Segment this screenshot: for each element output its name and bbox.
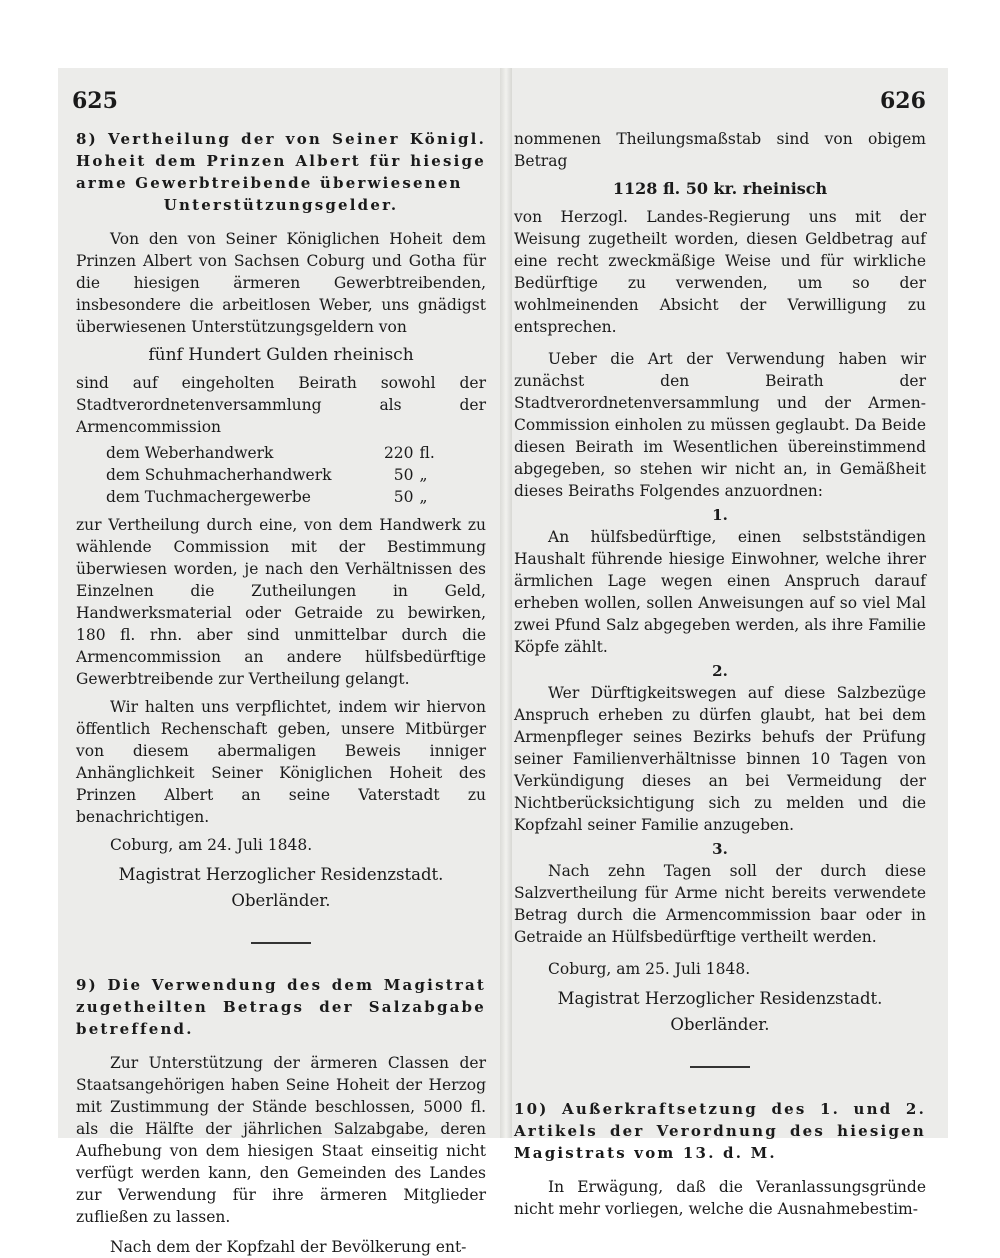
section-9-signer: Oberländer. xyxy=(670,1015,770,1034)
list-item-unit: fl. xyxy=(419,444,435,462)
section-9-paragraph-4: Ueber die Art der Verwendung haben wir zunächst den Beirath der Stadtverordnetenversammlung und der Armen-Commission einholen zu müssen geglaubt. Da Beide diesen Beirath im Wesentlichen übereinstimmend abgegeben, so stehen wir nicht an, in Gemäßheit dieses Beiraths Folgendes anzuordnen: xyxy=(514,350,926,500)
section-9-date: Coburg, am 25. Juli 1848. xyxy=(548,960,751,978)
section-divider xyxy=(251,942,311,944)
list-item-value: 50 xyxy=(393,466,414,484)
left-page-number: 625 xyxy=(72,88,118,114)
section-9-paragraph-3: von Herzogl. Landes-Regierung uns mit der Weisung zugetheilt worden, diesen Geldbetrag auf eine recht zweckmäßige Weise und für wirkliche Bedürftige zu verwenden, um so der wohlmeinenden Absicht der Verwilligung zu entsprechen. xyxy=(514,208,926,336)
page-fold xyxy=(500,68,512,1138)
section-9-paragraph-2: Nach dem der Kopfzahl der Bevölkerung ent- xyxy=(110,1238,467,1256)
list-item-label: dem Tuchmachergewerbe xyxy=(106,488,311,506)
list-item xyxy=(106,486,435,508)
item-2-text: Wer Dürftigkeitswegen auf diese Salzbezüge Anspruch erheben zu dürfen glaubt, hat bei dem Armenpfleger seines Bezirks behufs der Prüfung seiner Familienverhältnisse binnen 10 Tagen von Verkündigung dieses an bei Vermeidung der Nichtberücksichtigung sich zu melden und die Kopfzahl seiner Familie anzugeben. xyxy=(514,684,926,834)
right-page-number: 626 xyxy=(880,88,926,114)
item-2-number: 2. xyxy=(712,662,728,680)
section-8-heading xyxy=(76,128,486,216)
list-item-label: dem Schuhmacherhandwerk xyxy=(106,466,332,484)
section-9-heading: 9) Die Verwendung des dem Magistrat zugetheilten Betrags der Salzabgabe betreffend. xyxy=(76,976,486,1038)
section-10-paragraph-1: In Erwägung, daß die Veranlassungsgründe nicht mehr vorliegen, welche die Ausnahmebestim- xyxy=(514,1178,926,1218)
item-1-number: 1. xyxy=(712,506,728,524)
right-column xyxy=(514,128,926,1220)
section-10-heading: 10) Außerkraftsetzung des 1. und 2. Artikels der Verordnung des hiesigen Magistrats vom 13. d. M. xyxy=(514,1100,926,1162)
section-8-date: Coburg, am 24. Juli 1848. xyxy=(110,836,313,854)
item-1-text: An hülfsbedürftige, einen selbstständigen Haushalt führende hiesige Einwohner, welche ihrer ärmlichen Lage wegen einen Anspruch darauf erheben wollen, sollen Anweisungen auf so viel Mal zwei Pfund Salz abgegeben werden, als ihre Familie Köpfe zählt. xyxy=(514,528,926,656)
list-item-label: dem Weberhandwerk xyxy=(106,444,274,462)
section-divider xyxy=(690,1066,750,1068)
section-8-heading-text: 8) Vertheilung der von Seiner Königl. Hoheit dem Prinzen Albert für hiesige arme Gewerbtreibende überwiesenen xyxy=(76,130,486,192)
list-item-unit: „ xyxy=(419,466,428,484)
section-8-paragraph-2: sind auf eingeholten Beirath sowohl der Stadtverordnetenversammlung als der Armencommission xyxy=(76,374,486,436)
item-3-text: Nach zehn Tagen soll der durch diese Salzvertheilung für Arme nicht bereits verwendete Betrag durch die Armencommission baar oder in Getraide an Hülfsbedürftige vertheilt werden. xyxy=(514,862,926,946)
section-8-heading-last: Unterstützungsgelder. xyxy=(163,196,399,214)
list-item xyxy=(106,464,435,486)
section-8-authority: Magistrat Herzoglicher Residenzstadt. xyxy=(118,865,444,884)
section-8-paragraph-3: zur Vertheilung durch eine, von dem Handwerk zu wählende Commission mit der Bestimmung überwiesen worden, je nach den Verhältnissen des Einzelnen die Zutheilungen in Geld, Handwerksmaterial oder Getraide zu bewirken, 180 fl. rhn. aber sind unmittelbar durch die Armencommission an andere hülfsbedürftige Gewerbtreibende zur Vertheilung gelangt. xyxy=(76,516,486,688)
list-item-value: 50 xyxy=(393,488,414,506)
section-8-signer: Oberländer. xyxy=(231,891,331,910)
allocation-list xyxy=(106,442,435,508)
section-9-continuation: nommenen Theilungsmaßstab sind von obigem Betrag xyxy=(514,130,926,170)
left-column xyxy=(76,128,486,1258)
item-3-number: 3. xyxy=(712,840,728,858)
section-9-paragraph-1: Zur Unterstützung der ärmeren Classen der Staatsangehörigen haben Seine Hoheit der Herzog mit Zustimmung der Stände beschlossen, 5000 fl. als die Hälfte der jährlichen Salzabgabe, deren Aufhebung von dem hiesigen Staat einseitig nicht verfügt werden kann, den Gemeinden des Landes zur Verwendung für ihre ärmeren Mitglieder zufließen zu lassen. xyxy=(76,1054,486,1226)
section-9-amount: 1128 fl. 50 kr. rheinisch xyxy=(612,179,828,198)
section-9-authority: Magistrat Herzoglicher Residenzstadt. xyxy=(557,989,883,1008)
list-item-unit: „ xyxy=(419,488,428,506)
section-8-sum: fünf Hundert Gulden rheinisch xyxy=(148,345,414,365)
list-item xyxy=(106,442,435,464)
list-item-value: 220 xyxy=(383,444,414,462)
section-8-paragraph-1: Von den von Seiner Königlichen Hoheit dem Prinzen Albert von Sachsen Coburg und Gotha für die hiesigen ärmeren Gewerbtreibenden, insbesondere die arbeitlosen Weber, uns gnädigst überwiesenen Unterstützungsgeldern von xyxy=(76,230,486,336)
section-8-paragraph-4: Wir halten uns verpflichtet, indem wir hiervon öffentlich Rechenschaft geben, unsere Mitbürger von diesem abermaligen Beweis inniger Anhänglichkeit Seiner Königlichen Hoheit des Prinzen Albert an seine Vaterstadt zu benachrichtigen. xyxy=(76,698,486,826)
